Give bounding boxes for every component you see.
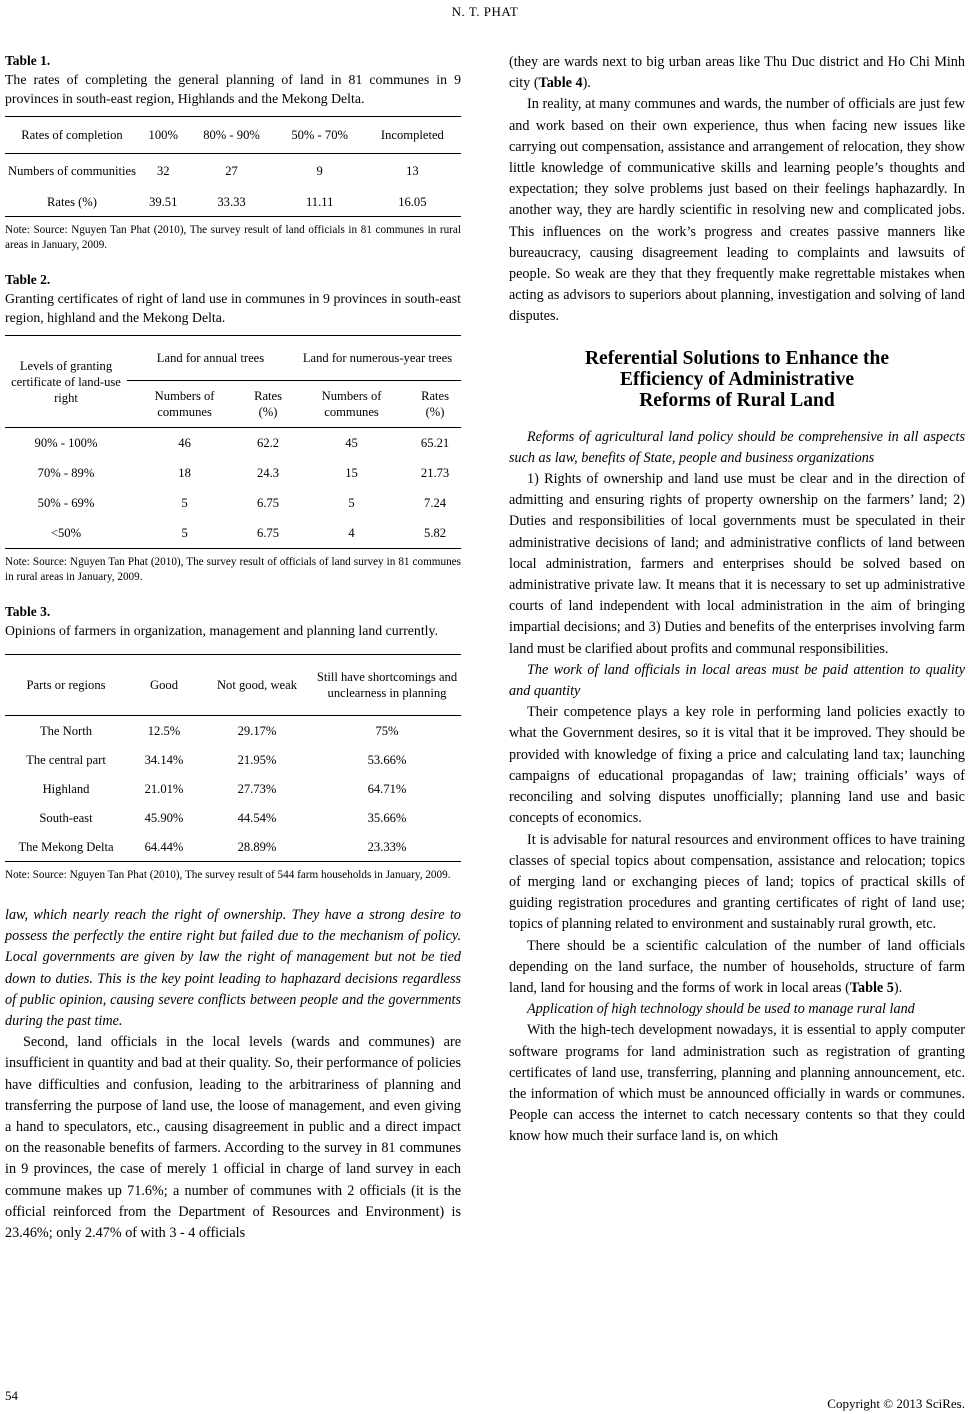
table-cell: 7.24 (424, 496, 447, 510)
table-cell: 33.33 (217, 195, 246, 209)
table1 (5, 116, 461, 217)
table1-header: Incompleted (380, 128, 444, 142)
table-cell: 23.33% (367, 839, 407, 854)
section-heading-line: Efficiency of Administrative (620, 368, 854, 390)
table-cell: 75% (375, 723, 399, 738)
table-ref: Table 4 (538, 75, 583, 92)
page-number: 54 (5, 1388, 18, 1403)
table-cell: 46 (178, 436, 191, 450)
table-cell: The North (39, 723, 93, 738)
table-row (5, 188, 461, 217)
table-cell: The central part (26, 752, 106, 767)
table-ref: Table 5 (849, 979, 894, 996)
table-cell: 5.82 (424, 526, 447, 540)
body-paragraph: In reality, at many communes and wards, the number of officials are just few and work based on their own experience, thus when facing new issues like carrying out compensation, assistance and arrangement of relocation, they show little knowledge of communicative skills and learning people’s thoughts and expectation; they solve problems just based on their feelings haphazardly. In another way, they are hardly scientific in resolving new and complicated jobs. This influences on the work’s progress and creates passive manners like bureaucracy, causing disagreement leading to complaints and lawsuits of people. So weak are they that they frequently make regrettable mistakes when acting as advisors to superiors about planning, investigation and solving of land disputes. (509, 96, 965, 325)
table-cell: 35.66% (367, 810, 407, 825)
table2-block (5, 271, 461, 585)
subheading: Reforms of agricultural land policy should be comprehensive in all aspects such as law, benefits of State, people and business organizations (509, 428, 965, 466)
body-paragraph: With the high-tech development nowadays, it is essential to apply computer software programs for land administration such as registration of granting certificates of land use, transferring, planning and planning announcement, etc. the information of which must be announced officially in wards or communes. People can access the internet to catch necessary contents so that they could know how much their surface land is, on which (509, 1022, 965, 1145)
table-cell: 13 (406, 164, 419, 178)
table-cell: 50% - 69% (37, 496, 95, 510)
table-cell: South-east (39, 810, 93, 825)
table1-note: Note: Source: Nguyen Tan Phat (2010), The survey result of land officials in 81 communes in rural areas in January, 2009. (5, 224, 461, 251)
table3-header-row (5, 655, 461, 716)
table3-header: Parts or regions (26, 678, 106, 692)
table3-header: Still have shortcomings and unclearness in planning (316, 670, 458, 700)
table-cell: 5 (181, 526, 188, 540)
table-cell: 70% - 89% (37, 466, 95, 480)
table2-description: Granting certificates of right of land use in communes in 9 provinces in south-east region, highland and the Mekong Delta. (5, 291, 461, 325)
table2-note: Note: Source: Nguyen Tan Phat (2010), The survey result of officials of land survey in 81 communes in rural areas in January, 2009. (5, 556, 461, 583)
body-paragraph: Their competence plays a key role in performing land policies exactly to what the Government desires, so it is vital that it be improved. They should be provided with knowledge of fixing a price and calculating land tax; launching campaigns of educational propagandas of law; training officials’ ways of reconciling and solving disputes unofficially; planning land use and basic concepts of economics. (509, 704, 965, 827)
table-row (5, 745, 461, 774)
table-cell: 11.11 (305, 195, 334, 209)
table-cell: 15 (345, 466, 358, 480)
table-cell: The Mekong Delta (18, 839, 114, 854)
table-row (5, 154, 461, 189)
table1-header: 50% - 70% (291, 128, 348, 142)
table3-block (5, 603, 461, 883)
table-cell: 65.21 (420, 436, 450, 450)
table-cell: 27.73% (237, 781, 277, 796)
table-cell: 34.14% (144, 752, 184, 767)
table3-header: Not good, weak (216, 678, 298, 692)
table-cell: 12.5% (147, 723, 181, 738)
body-paragraph (509, 936, 965, 1000)
table-cell: 5 (181, 496, 188, 510)
table-cell: <50% (50, 526, 82, 540)
table2 (5, 335, 461, 549)
table1-description: The rates of completing the general planning of land in 81 communes in 9 provinces in south-east region, Highlands and the Mekong Delta. (5, 72, 461, 106)
table-cell: 18 (178, 466, 191, 480)
subheading: The work of land officials in local areas must be paid attention to quality and quantity (509, 661, 965, 700)
table-row (5, 774, 461, 803)
text-run: ). (582, 75, 591, 92)
text-run: There should be a scientific calculation of the number of land officials depending on the land surface, the number of households, structure of farm land, land for housing and the forms of work in local areas ( (509, 937, 965, 996)
table-cell: 32 (156, 164, 170, 178)
table-cell: 39.51 (149, 195, 178, 209)
table2-header-group: Land for annual trees (127, 336, 294, 381)
table2-subheader: Numbers of communes (321, 389, 382, 419)
table-cell: 64.71% (367, 781, 407, 796)
table-row (5, 518, 461, 549)
body-paragraph (509, 52, 965, 94)
table3-description: Opinions of farmers in organization, management and planning land currently. (5, 623, 438, 638)
body-paragraph: Second, land officials in the local levels (wards and communes) are insufficient in quantity and bad at their quality. So, their performance of policies have difficulties and confusion, leading to the arbitrariness of planning and transferring the purpose of land use, the loose of management, and even giving a hand to speculators, etc., causing disagreement in public and a direct impact on the reasonable benefits of farmers. According to the survey in 81 communes in 9 provinces, the case of merely 1 official in charge of land survey in each commune makes up 71.6%; a number of communes with 2 officials (it is the official reinforced from the Department of Resources and Environment) is 23.46%; only 2.47% of with 3 - 4 officials (5, 1034, 461, 1242)
table1-caption: Table 1. (5, 53, 51, 68)
copyright: Copyright © 2013 SciRes. (827, 1396, 965, 1411)
table-cell: 24.3 (257, 466, 280, 480)
table2-subheader: Rates (%) (421, 389, 450, 419)
table3-note: Note: Source: Nguyen Tan Phat (2010), The survey result of 544 farm households in January, 2009. (5, 869, 451, 881)
table-cell: 28.89% (237, 839, 277, 854)
table-cell: 4 (348, 526, 355, 540)
table2-subheader: Rates (%) (254, 389, 283, 419)
table1-header: Rates of completion (21, 128, 123, 142)
table-cell: 29.17% (237, 723, 277, 738)
table-cell: 6.75 (257, 526, 280, 540)
table-cell: 6.75 (257, 496, 280, 510)
left-column (5, 52, 461, 1244)
table-cell: 5 (348, 496, 355, 510)
table-cell: 27 (225, 164, 238, 178)
table-row (5, 458, 461, 488)
subheading: Application of high technology should be used to manage rural land (527, 1001, 915, 1018)
table2-header-row (5, 336, 461, 381)
table2-caption: Table 2. (5, 272, 51, 287)
table1-block (5, 52, 461, 253)
table-cell: 16.05 (398, 195, 427, 209)
table-cell: 21.73 (420, 466, 450, 480)
section-heading-line: Referential Solutions to Enhance the (584, 347, 890, 369)
table3-header: Good (150, 678, 178, 692)
table-row (5, 716, 461, 746)
table-cell: 45 (345, 436, 358, 450)
table-cell: 90% - 100% (34, 436, 98, 450)
table-cell: 64.44% (144, 839, 184, 854)
table-cell: 21.01% (144, 781, 184, 796)
text-run: ). (893, 979, 903, 996)
table-cell: 53.66% (367, 752, 407, 767)
table3-caption: Table 3. (5, 604, 51, 619)
table-cell: 9 (316, 164, 323, 178)
text-run: (they are wards next to big urban areas like Thu Duc district and Ho Chi Minh city ( (509, 54, 965, 92)
table-cell: 21.95% (237, 752, 277, 767)
body-paragraph: 1) Rights of ownership and land use must be clear and in the direction of admitting and ensuring rights of property ownership on the farmers’ land; 2) Duties and responsibilities of local governments must be speculated in their administrative decisions of land; and administrative conflicts of land between local administration, farmers and enterprises should be solved based on administrative private law. It means that it is necessary to set up administrative courts of land independent with local administration in the aim of bringing impartial decisions; and 3) Duties and benefits of the enterprises involving farm land must be clarified about profits and communal responsibilities. (509, 471, 965, 657)
table1-header: 80% - 90% (203, 128, 260, 142)
table3 (5, 654, 461, 862)
table-cell: 44.54% (237, 810, 277, 825)
body-paragraph: It is advisable for natural resources and environment offices to have training classes of special topics about compensation, assistance and relocation; topics of merging land or exchanging pieces of land; topics of practical skills of guiding registration procedures and granting certificates of right of land use; topics of planning related to environment and sustainably rural growth, etc. (509, 831, 965, 933)
table1-header: 100% (148, 128, 178, 142)
table-row (5, 488, 461, 518)
table-cell: Highland (42, 781, 90, 796)
section-heading-line: Reforms of Rural Land (639, 389, 835, 411)
table-row (5, 803, 461, 832)
body-paragraph: law, which nearly reach the right of ownership. They have a strong desire to possess the perfectly the entire right but failed due to the mechanism of policy. Local governments are given by law the right of management but not be tied down to duties. This is the key point leading to haphazard decisions regardless of public opinion, causing severe conflicts between people and the governments during the past time. (5, 907, 461, 1030)
table-row (5, 832, 461, 862)
table2-subheader: Numbers of communes (154, 389, 215, 419)
running-head: N. T. PHAT (451, 4, 519, 19)
table1-header-row (5, 117, 461, 154)
section-heading (509, 348, 965, 411)
right-column (509, 52, 965, 1148)
table-cell: 45.90% (144, 810, 184, 825)
table2-header-level: Levels of granting certificate of land-use right (5, 336, 127, 428)
table2-header-group: Land for numerous-year trees (294, 336, 461, 381)
table-row (5, 428, 461, 459)
table-cell: Numbers of communities (7, 164, 137, 178)
table-cell: 62.2 (257, 436, 280, 450)
table-cell: Rates (%) (46, 195, 97, 209)
